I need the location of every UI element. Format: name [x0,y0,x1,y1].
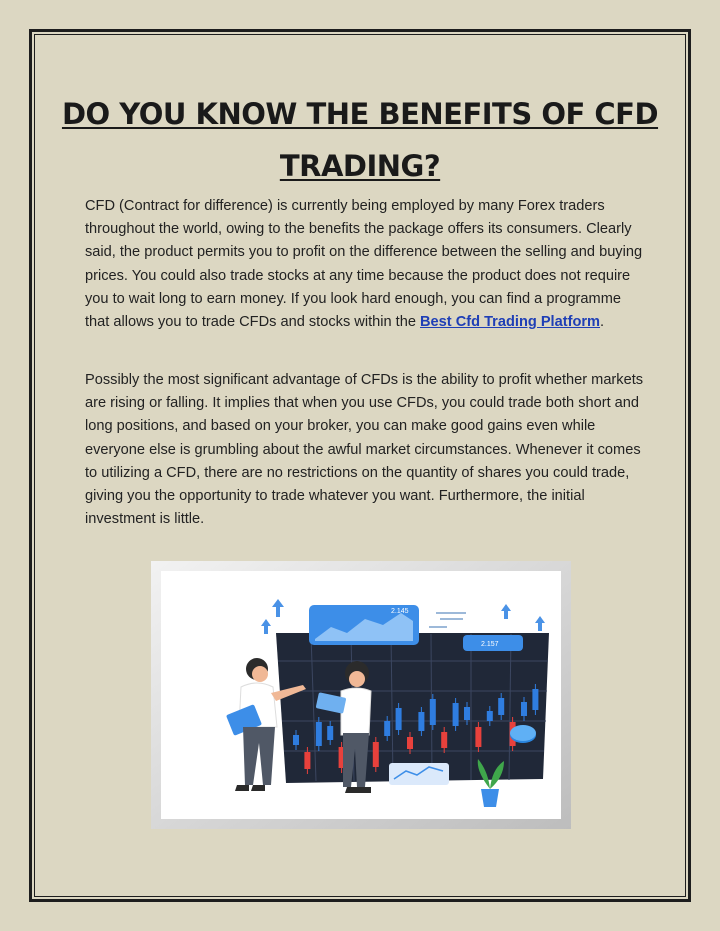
candle-body [532,689,538,710]
candle-body [373,742,379,767]
trading-illustration [151,561,571,829]
paragraph-intro [85,195,645,334]
best-cfd-trading-platform-link[interactable]: Best Cfd Trading Platform [420,314,601,331]
candle-body [327,726,333,740]
candle-body [384,721,390,736]
candle-body [407,737,413,749]
candle-body [418,712,424,731]
page-title [60,88,660,192]
price-tag-1: 2.145 [391,608,409,615]
coin-top [510,725,536,741]
paragraph-intro-text: CFD (Contract for difference) is currently being employed by many Forex traders throughout the world, owing to the benefits the package offers its consumers. Clearly said, the product permits you to profit on the difference between the selling and buying prices. You could also trade stocks at any time because the product does not require you to wait long to earn money. If you look hard enough, you can find a programme that allows you to trade CFDs and stocks within the [85,198,643,331]
candle-body [453,703,459,726]
candle-body [441,732,447,748]
candle-body [430,699,436,725]
candle-body [498,698,504,715]
price-tag-2: 2.157 [481,641,499,648]
candle-body [396,708,402,730]
candle-body [304,752,310,769]
candle-body [487,711,493,721]
plant-pot-icon [481,789,499,807]
paragraph-advantages: Possibly the most significant advantage of CFDs is the ability to profit whether markets are rising or falling. It implies that when you use CFDs, you could trade both short and long positions, and based on your broker, you can make good gains even while everyone else is grumbling about the awful market circumstances. Whenever it comes to utilizing a CFD, there are no restrictions on the quantity of shares you could trade, giving you the opportunity to trade whatever you want. Furthermore, the initial investment is little. [85,372,644,528]
candle-body [293,735,299,745]
paragraph-intro-end: . [600,314,605,331]
candle-body [316,722,322,746]
title-line-1: DO YOU KNOW THE BENEFITS OF CFD [61,97,659,131]
candle-body [464,707,470,720]
candle-body [475,727,481,747]
trading-illustration-svg [151,561,571,829]
title-line-2: TRADING? [279,149,441,183]
candle-body [521,702,527,716]
